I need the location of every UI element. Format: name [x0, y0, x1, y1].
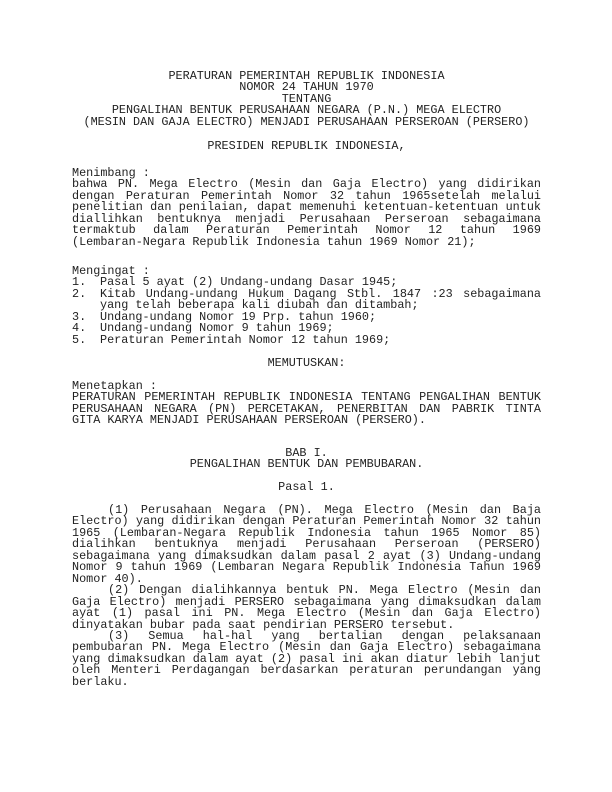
list-number: 5.	[72, 332, 87, 347]
paragraph-line: (3) Semua hal-hal yang bertalian dengan pelaksanaan	[108, 628, 541, 643]
president-heading: PRESIDEN REPUBLIK INDONESIA,	[207, 139, 406, 153]
paragraph-line: Nomor 9 tahun 1969 (Lembaran Negara Republik Indonesia Tahun 1969	[72, 560, 541, 575]
paragraph-line: Nomor 40).	[72, 571, 143, 586]
paragraph-line: oleh Menteri Perdagangan berdasarkan peraturan perundangan yang	[72, 663, 541, 678]
menetapkan-section	[72, 381, 541, 427]
menetapkan-text	[72, 392, 541, 426]
menimbang-line: dengan Peraturan Pemerintah Nomor 32 tahun 1965setelah melalui	[72, 188, 541, 203]
pasal-paragraph	[72, 505, 541, 585]
bab-title: PENGALIHAN BENTUK DAN PEMBUBARAN.	[189, 457, 424, 472]
mengingat-section	[72, 266, 541, 346]
pasal-title: Pasal 1.	[278, 480, 335, 494]
menimbang-line: diallihkan bentuknya menjadi Perusahaan Perseroan sebagaimana	[72, 211, 541, 226]
mengingat-list	[72, 277, 541, 346]
paragraph-line: yang dimaksudkan dalam ayat (2) pasal ini akan diatur lebih lanjut	[72, 651, 541, 666]
list-number: 1.	[72, 275, 87, 290]
bab-heading	[72, 448, 541, 471]
paragraph-line: (2) Dengan dialihkannya bentuk PN. Mega Electro (Mesin dan	[108, 583, 541, 598]
pasal-body	[72, 505, 541, 688]
menimbang-line: penelitian dan penilaian, dapat memenuhi ketentuan-ketentuan untuk	[72, 200, 541, 215]
title-line: PENGALIHAN BENTUK PERUSAHAAN NEGARA (P.N.) MEGA ELECTRO	[111, 103, 502, 118]
list-text	[100, 332, 541, 347]
list-text	[100, 286, 541, 313]
list-number: 4.	[72, 321, 87, 336]
title-line: PERATURAN PEMERINTAH REPUBLIK INDONESIA	[168, 69, 445, 83]
paragraph-line: dinyatakan bubar pada saat pendirian PERSERO tersebut.	[72, 617, 455, 632]
paragraph-line: dialihkan bentuknya menjadi Perusahaan Perseroan (PERSERO)	[72, 537, 541, 552]
menimbang-section	[72, 168, 541, 248]
title-line: TENTANG	[281, 91, 332, 106]
pasal-paragraph	[72, 628, 541, 689]
paragraph-line: (1) Perusahaan Negara (PN). Mega Electro (Mesin dan Baja	[108, 503, 541, 517]
memutuskan-heading: MEMUTUSKAN:	[267, 356, 346, 370]
list-text-line: Pasal 5 ayat (2) Undang-undang Dasar 1945;	[100, 275, 398, 290]
list-text-line: Undang-undang Nomor 9 tahun 1969;	[100, 321, 334, 336]
mengingat-label: Mengingat :	[72, 264, 150, 278]
menimbang-text	[72, 179, 541, 248]
list-item	[72, 286, 541, 313]
paragraph-line: 1965 (Lembaran-Negara Republik Indonesia tahun 1965 Nomor 85)	[72, 525, 541, 540]
paragraph-line: ayat (1) pasal ini PN. Mega Electro (Mesin dan Gaja Electro)	[72, 606, 541, 621]
document-title	[72, 71, 541, 128]
list-number: 2.	[72, 286, 87, 301]
paragraph-line: pembubaran PN. Mega Electro (Mesin dan Gaja Electro) sebagaimana	[72, 640, 541, 655]
menimbang-line: bahwa PN. Mega Electro (Mesin dan Gaja Electro) yang didirikan	[72, 177, 541, 192]
list-number: 3.	[72, 309, 87, 324]
list-text-line: Undang-undang Nomor 19 Prp. tahun 1960;	[100, 309, 377, 324]
menetapkan-line: GITA KARYA MENJADI PERUSAHAAN PERSEROAN (PERSERO).	[72, 413, 426, 428]
paragraph-line: sebagaimana yang dimaksudkan dalam pasal 2 ayat (3) Undang-undang	[72, 548, 541, 563]
title-line: (MESIN DAN GAJA ELECTRO) MENJADI PERUSAHAAN PERSEROAN (PERSERO)	[83, 114, 530, 129]
menimbang-line: (Lembaran-Negara Republik Indonesia tahun 1969 Nomor 21);	[72, 234, 476, 249]
list-text-line: Kitab Undang-undang Hukum Dagang Stbl. 1847 :23 sebagaimana	[100, 286, 541, 301]
paragraph-line: Gaja Electro) menjadi PERSERO sebagaimana yang dimaksudkan dalam	[72, 594, 541, 609]
paragraph-line: Electro) yang didirikan dengan Peraturan Pemerintah Nomor 32 tahun	[72, 514, 541, 529]
menimbang-label: Menimbang :	[72, 166, 150, 180]
list-text-line: yang telah beberapa kali diubah dan ditambah;	[100, 298, 419, 313]
bab-number: BAB I.	[285, 446, 328, 460]
pasal-paragraph	[72, 585, 541, 631]
menetapkan-label: Menetapkan :	[72, 379, 157, 393]
menimbang-line: termaktub dalam Peraturan Pemerintah Nomor 12 tahun 1969	[72, 223, 541, 238]
list-text-line: Peraturan Pemerintah Nomor 12 tahun 1969;	[100, 332, 391, 347]
paragraph-line: berlaku.	[72, 674, 129, 689]
menetapkan-line: PERUSAHAAN NEGARA (PN) PERCETAKAN, PENERBITAN DAN PABRIK TINTA	[72, 401, 541, 416]
menetapkan-line: PERATURAN PEMERINTAH REPUBLIK INDONESIA TENTANG PENGALIHAN BENTUK	[72, 390, 541, 405]
list-item	[72, 332, 541, 347]
title-line: NOMOR 24 TAHUN 1970	[239, 80, 374, 95]
